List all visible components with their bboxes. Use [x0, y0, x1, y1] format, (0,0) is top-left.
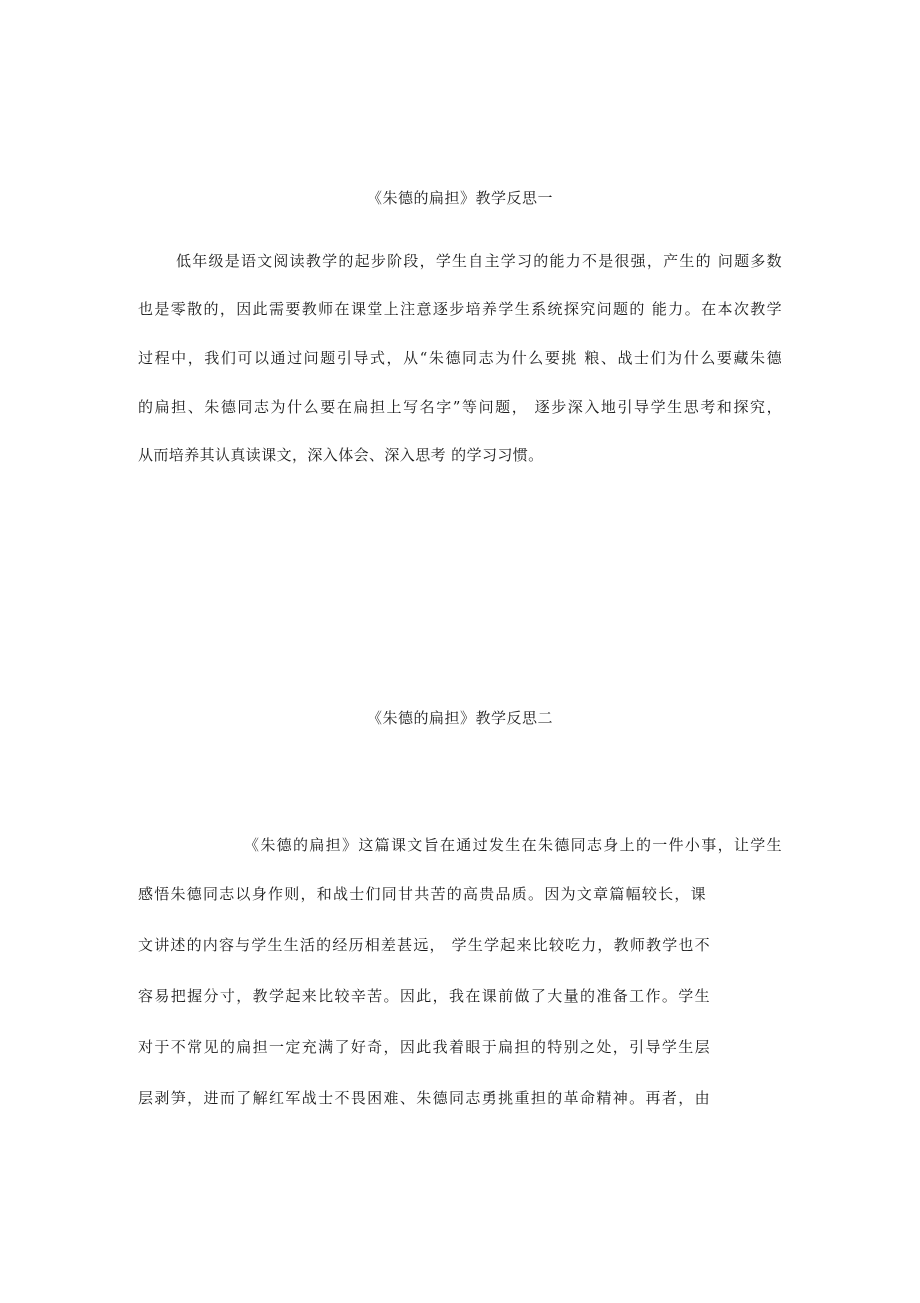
section2-line-5: 对于不常见的扁担一定充满了好奇，因此我着眼于扁担的特别之处，引导学生层	[138, 1038, 710, 1056]
section2-line-6: 层剥笋，进而了解红军战士不畏困难、朱德同志勇挑重担的革命精神。再者，由	[138, 1089, 710, 1107]
section1-line-5: 从而培养其认真读课文，深入体会、深入思考 的学习习惯。	[138, 446, 544, 464]
section2-line-1: 《朱德的扁担》这篇课文旨在通过发生在朱德同志身上的一件小事，让学生	[244, 836, 782, 854]
section1-line-1: 低年级是语文阅读教学的起步阶段，学生自主学习的能力不是很强，产生的 问题多数	[176, 252, 782, 270]
section1-line-2: 也是零散的，因此需要教师在课堂上注意逐步培养学生系统探究问题的 能力。在本次教学	[138, 300, 782, 318]
section2-title: 《朱德的扁担》教学反思二	[366, 709, 553, 727]
section2-line-2: 感悟朱德同志以身作则，和战士们同甘共苦的高贵品质。因为文章篇幅较长，课	[138, 885, 706, 903]
section1-title: 《朱德的扁担》教学反思一	[366, 189, 553, 207]
section2-line-4: 容易把握分寸，教学起来比较辛苦。因此，我在课前做了大量的准备工作。学生	[138, 987, 710, 1005]
section2-line-3: 文讲述的内容与学生生活的经历相差甚远， 学生学起来比较吃力，教师教学也不	[138, 936, 710, 954]
section1-line-3: 过程中，我们可以通过问题引导式，从“朱德同志为什么要挑 粮、战士们为什么要藏朱德	[138, 349, 782, 367]
section1-line-4: 的扁担、朱德同志为什么要在扁担上写名字”等问题， 逐步深入地引导学生思考和探究，	[138, 398, 782, 416]
